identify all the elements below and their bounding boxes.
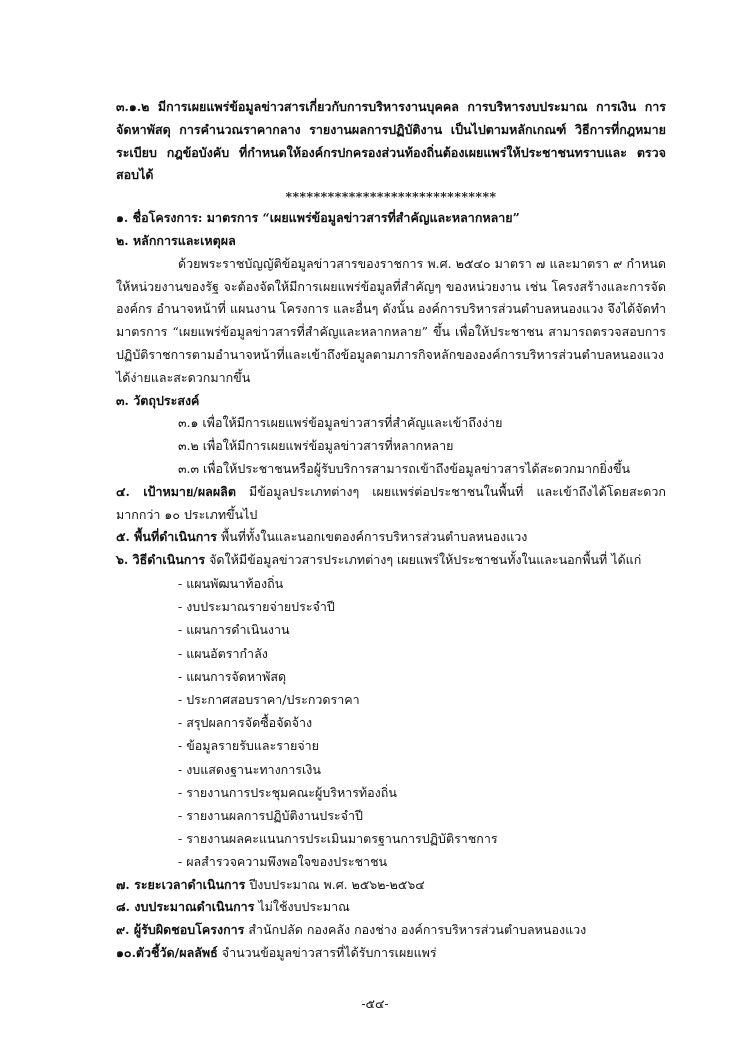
section-2-label: ๒. หลักการและเหตุผล: [116, 232, 236, 248]
section-1-text: มาตรการ “เผยแพร่ข้อมูลข่าวสารที่สำคัญและหลากหลาย”: [202, 210, 520, 226]
list-item: - แผนการจัดหาพัสดุ: [178, 668, 287, 684]
list-item: - งบประมาณรายจ่ายประจำปี: [178, 599, 335, 615]
section-4-text: มีข้อมูลประเภทต่างๆ เผยแพร่ต่อประชาชนในพื้นที่ และเข้าถึงได้โดยสะดวก มากกว่า ๑๐ ประเภทขึ้นไป: [116, 483, 666, 522]
section-2-text: ด้วยพระราชบัญญัติข้อมูลข่าวสารของราชการ พ.ศ. ๒๕๔๐ มาตรา ๗ และมาตรา ๙ กำหนดให้หน่วยงานของรัฐ จะต้องจัดให้มีการเผยแพร่ข้อมูลที่สำคัญๆ ของหน่วยงาน เช่น โครงสร้างและการจัดองค์กร อำนาจหน้าที่ แผนงาน โครงการ และอื่นๆ ดังนั้น องค์การบริหารส่วนตำบลหนองแวง จึงได้จัดทำมาตรการ “เผยแพร่ข้อมูลข่าวสารที่สำคัญและหลากหลาย” ขึ้น เพื่อให้ประชาชน สามารถตรวจสอบการปฏิบัติราชการตามอำนาจหน้าที่และเข้าถึงข้อมูลตามภารกิจหลักขององค์การบริหารส่วนตำบลหนองแวง ได้ง่ายและสะดวกมากขึ้น: [116, 255, 666, 385]
section-5-label: ๕. พื้นที่ดำเนินการ: [116, 529, 217, 545]
section-1-project-name: [116, 207, 666, 230]
section-4-target: [116, 481, 666, 527]
section-8-budget: [116, 896, 666, 919]
section-7-label: ๗. ระยะเวลาดำเนินการ: [116, 876, 246, 892]
list-item: - งบแสดงฐานะทางการเงิน: [178, 761, 321, 777]
list-item: - แผนพัฒนาท้องถิ่น: [178, 575, 284, 591]
intro-paragraph: ๓.๑.๒ มีการเผยแพร่ข้อมูลข่าวสารเกี่ยวกับการบริหารงานบุคคล การบริหารงบประมาณ การเงิน การจัดหาพัสดุ การคำนวณราคากลาง รายงานผลการปฏิบัติงาน เป็นไปตามหลักเกณฑ์ วิธีการที่กฎหมาย ระเบียบ กฎข้อบังคับ ที่กำหนดให้องค์กรปกครองส่วนท้องถิ่นต้องเผยแพร่ให้ประชาชนทราบและ ตรวจสอบได้: [116, 99, 666, 183]
section-10-label: ๑๐.ตัวชี้วัด/ผลลัพธ์: [116, 944, 218, 960]
section-10-text: จำนวนข้อมูลข่าวสารที่ได้รับการเผยแพร่: [217, 944, 437, 960]
list-item: - แผนอัตรากำลัง: [178, 645, 268, 661]
objective-item: ๓.๓ เพื่อให้ประชาชนหรือผู้รับบริการสามารถเข้าถึงข้อมูลข่าวสารได้สะดวกมากยิ่งขึ้น: [178, 460, 631, 476]
section-6-method: [116, 549, 666, 572]
section-7-period: [116, 874, 666, 897]
section-7-text: ปีงบประมาณ พ.ศ. ๒๕๖๒-๒๕๖๔: [245, 876, 425, 892]
list-item: - รายงานการประชุมคณะผู้บริหารท้องถิ่น: [178, 784, 397, 800]
section-8-text: ไม่ใช้งบประมาณ: [254, 899, 350, 915]
section-1-label: ๑. ชื่อโครงการ:: [116, 210, 203, 226]
info-type-list: [116, 572, 666, 874]
objective-item: ๓.๑ เพื่อให้มีการเผยแพร่ข้อมูลข่าวสารที่สำคัญและเข้าถึงง่าย: [178, 415, 503, 431]
list-item: - สรุปผลการจัดซื้อจัดจ้าง: [178, 715, 313, 731]
section-6-text: จัดให้มีข้อมูลข่าวสารประเภทต่างๆ เผยแพร่ให้ประชาชนทั้งในและนอกพื้นที่ ได้แก่: [205, 552, 642, 568]
list-item: - แผนการดำเนินงาน: [178, 622, 290, 638]
separator-stars: ******************************: [285, 189, 497, 205]
section-5-area: [116, 526, 666, 549]
section-9-text: สำนักปลัด กองคลัง กองช่าง องค์การบริหารส่วนตำบลหนองแวง: [244, 922, 587, 938]
list-item: - ประกาศสอบราคา/ประกวดราคา: [178, 691, 360, 707]
list-item: - ข้อมูลรายรับและรายจ่าย: [178, 738, 320, 754]
section-9-label: ๙. ผู้รับผิดชอบโครงการ: [116, 922, 245, 938]
list-item: - รายงานผลคะแนนการประเมินมาตรฐานการปฏิบัติราชการ: [178, 831, 498, 847]
page-number: -๕๔-: [361, 996, 389, 1011]
objective-item: ๓.๒ เพื่อให้มีการเผยแพร่ข้อมูลข่าวสารที่หลากหลาย: [178, 438, 454, 454]
list-item: - รายงานผลการปฏิบัติงานประจำปี: [178, 807, 363, 823]
document-body: [116, 96, 666, 965]
section-6-label: ๖. วิธีดำเนินการ: [116, 552, 206, 568]
section-10-indicator: [116, 942, 666, 965]
section-3-label: ๓. วัตถุประสงค์: [116, 392, 200, 408]
list-item: - ผลสำรวจความพึงพอใจของประชาชน: [178, 854, 388, 870]
section-8-label: ๘. งบประมาณดำเนินการ: [116, 899, 255, 915]
section-4-label: ๔. เป้าหมาย/ผลผลิต: [116, 483, 236, 499]
section-9-responsible: [116, 919, 666, 942]
section-5-text: พื้นที่ทั้งในและนอกเขตองค์การบริหารส่วนตำบลหนองแวง: [217, 529, 528, 545]
